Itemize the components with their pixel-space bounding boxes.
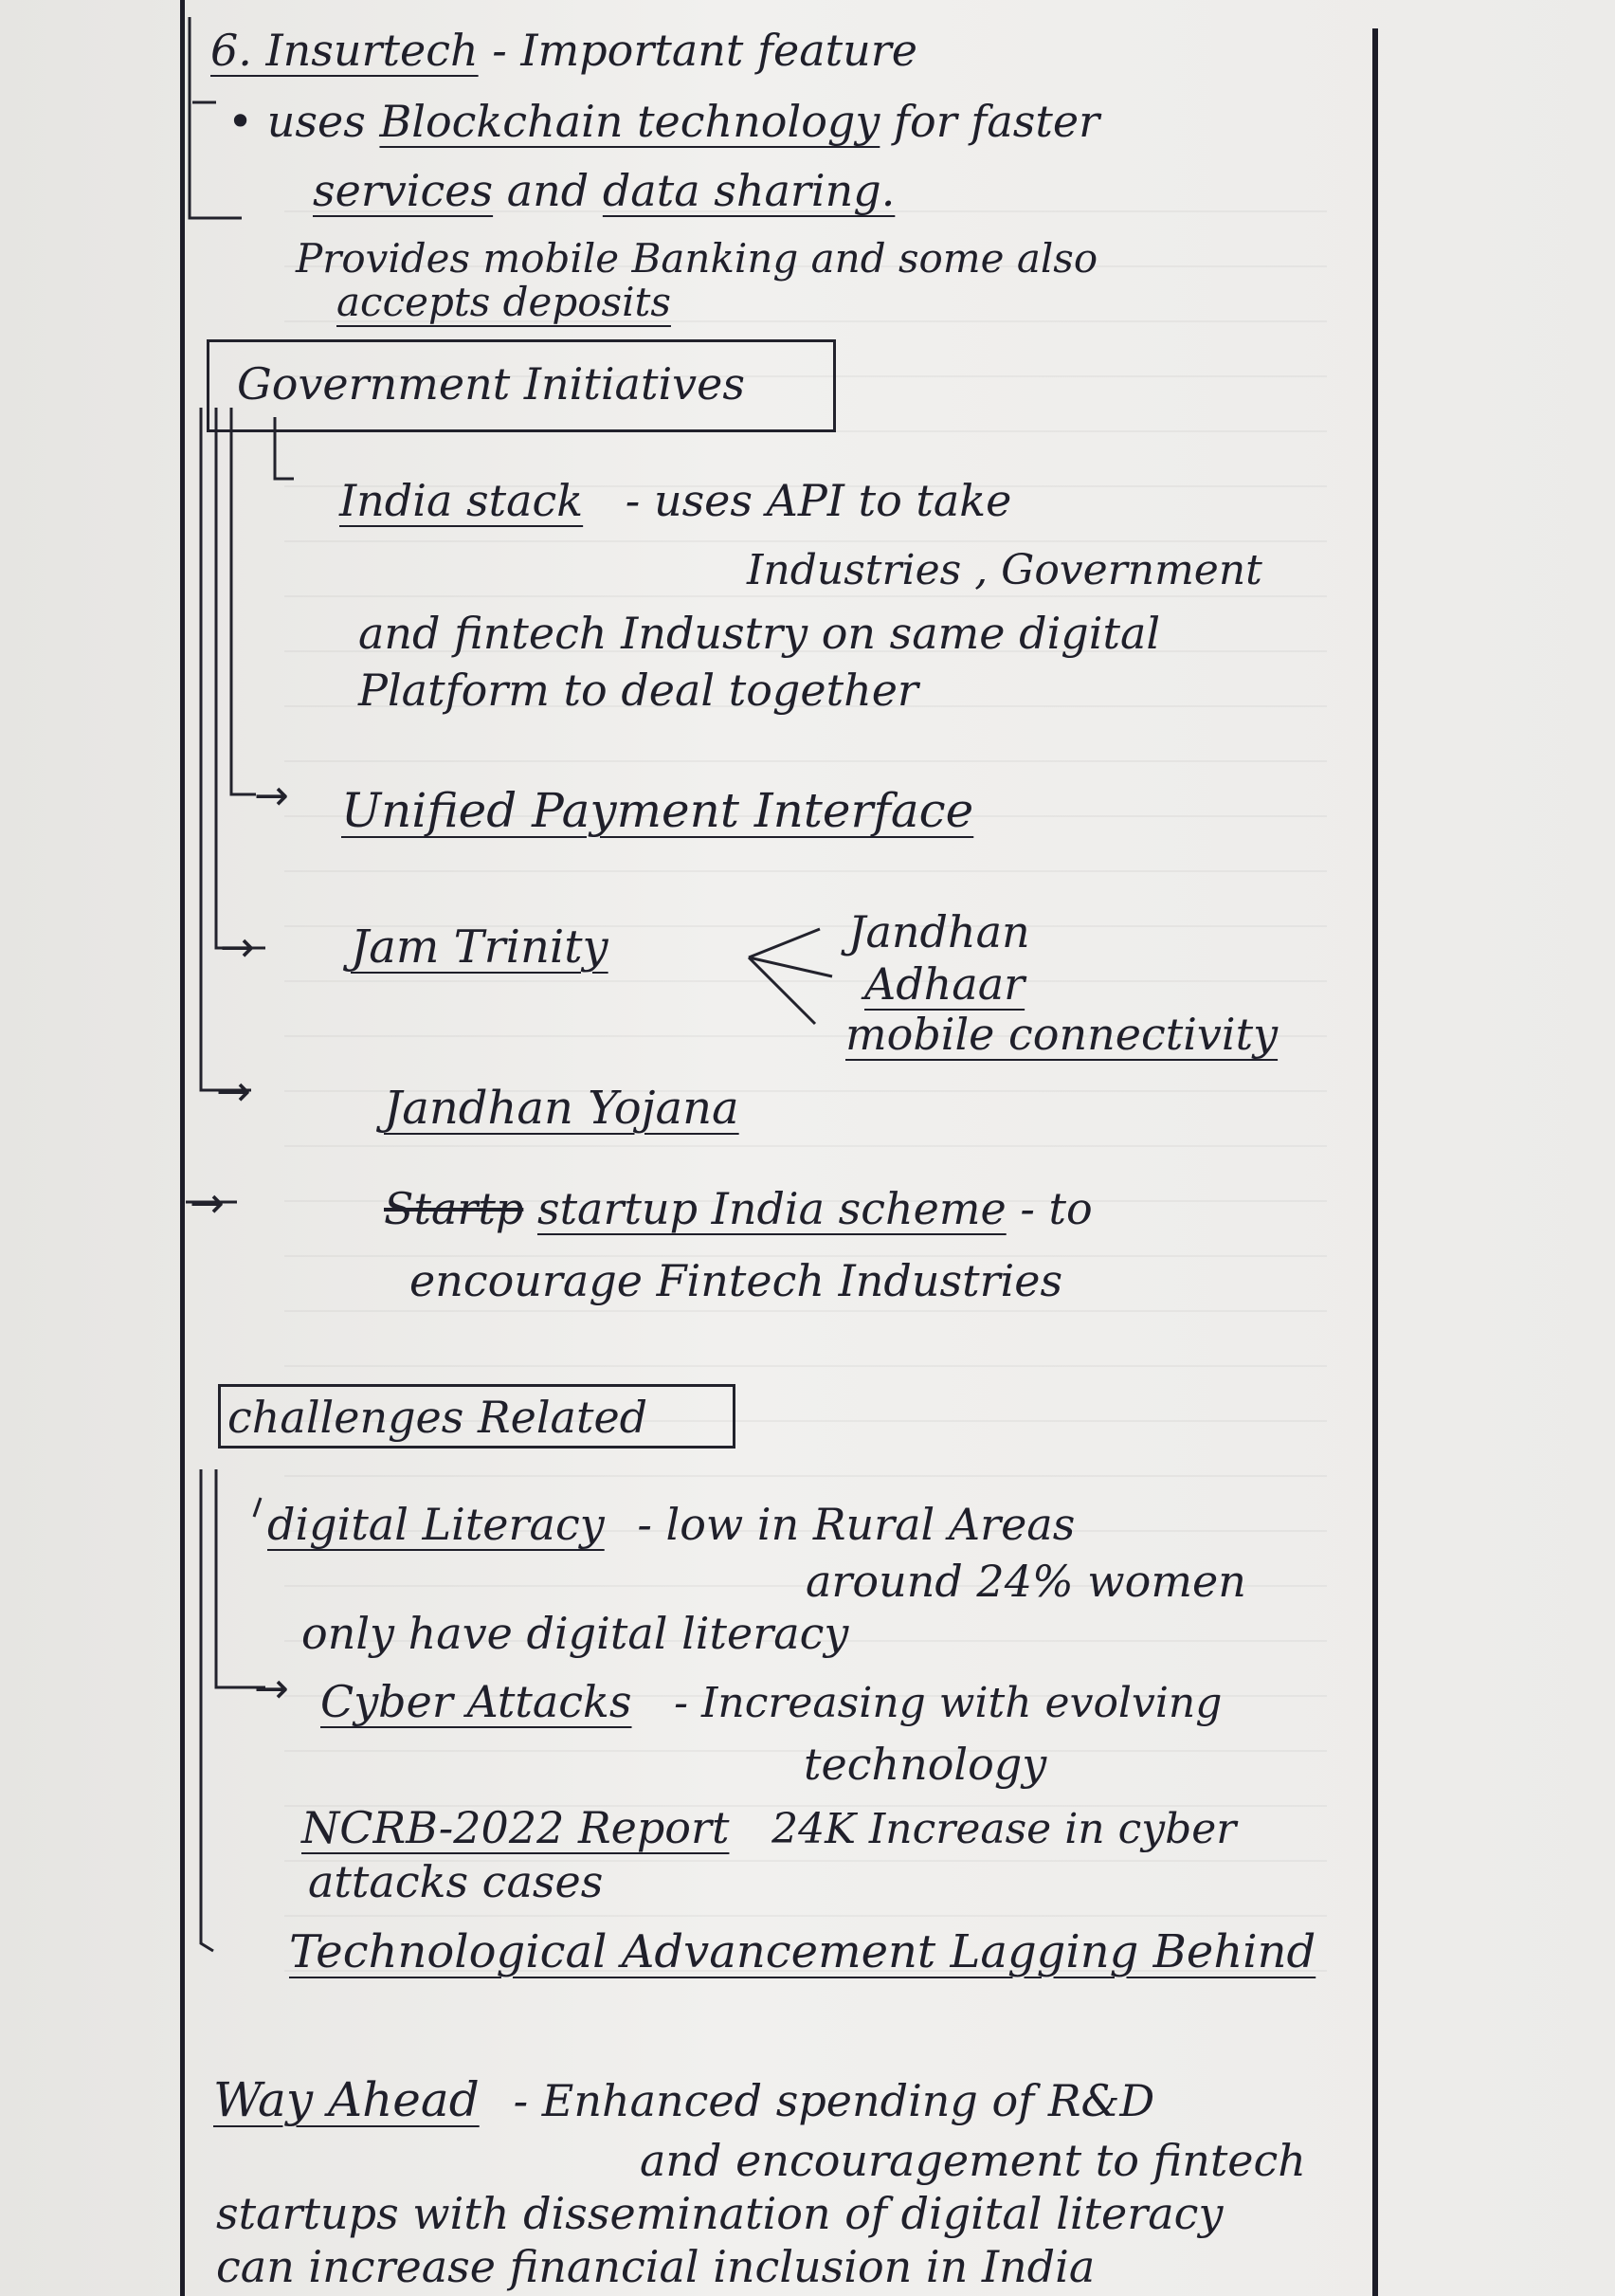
- insurtech-heading: [210, 25, 917, 76]
- cyber-attacks-label: Cyber Attacks: [320, 1676, 632, 1727]
- arrow-right-icon: →: [216, 1067, 251, 1116]
- jam-item-1: Jandhan: [848, 906, 1030, 957]
- arrow-right-icon: →: [254, 772, 289, 820]
- ncrb-label: NCRB-2022 Report: [301, 1802, 730, 1853]
- government-title: Government Initiatives: [237, 358, 745, 410]
- india-stack-desc-3: and fintech Industry on same digital: [358, 608, 1161, 659]
- cyber-attacks-desc-1: - Increasing with evolving: [674, 1679, 1223, 1727]
- startup-row: [384, 1183, 1093, 1234]
- insurtech-point-2-cont: accepts deposits: [336, 279, 671, 325]
- tech-advancement-label: Technological Advancement Lagging Behind: [289, 1925, 1316, 1978]
- cyber-attacks-desc-2: technology: [804, 1739, 1047, 1790]
- way-ahead-line-1: - Enhanced spending of R&D: [513, 2075, 1155, 2126]
- p1d-a: services: [313, 165, 494, 216]
- jam-item-2: Adhaar: [864, 958, 1025, 1010]
- ncrb-desc-2: attacks cases: [308, 1856, 604, 1907]
- india-stack-desc-2: Industries , Government: [747, 546, 1262, 594]
- p1b: Blockchain technology: [379, 96, 880, 147]
- arrow-right-icon: →: [254, 1665, 289, 1713]
- digital-literacy-row: [267, 1499, 1076, 1550]
- india-stack-row: [339, 475, 1012, 526]
- jam-trinity-label: Jam Trinity: [351, 920, 608, 974]
- way-ahead-line-2: and encouragement to fintech: [640, 2135, 1306, 2186]
- way-ahead-title: Way Ahead: [213, 2072, 480, 2127]
- arrow-right-icon: →: [220, 923, 255, 972]
- insurtech-subtitle: - Important feature: [492, 25, 917, 76]
- jam-item-3: mobile connectivity: [845, 1009, 1279, 1060]
- startup-strike: Startp: [384, 1183, 524, 1234]
- insurtech-title: 6. Insurtech: [210, 25, 479, 76]
- p2a: Provides mobile Banking and some also: [296, 235, 1098, 282]
- upi-label: Unified Payment Interface: [341, 783, 974, 838]
- india-stack-desc-4: Platform to deal together: [358, 665, 918, 716]
- startup-desc-1: - to: [1020, 1183, 1093, 1234]
- p1c: for faster: [893, 96, 1100, 147]
- insurtech-point-1: • uses Blockchain technology for faster: [227, 96, 1100, 147]
- p1d-c: data sharing.: [602, 165, 896, 216]
- india-stack-label: India stack: [339, 475, 584, 526]
- way-ahead-row: [213, 2072, 1155, 2127]
- arrow-right-icon: →: [190, 1179, 225, 1228]
- ncrb-row: [301, 1802, 1237, 1853]
- digital-literacy-desc-1: - low in Rural Areas: [637, 1499, 1076, 1550]
- startup-label: startup India scheme: [536, 1183, 1007, 1234]
- digital-literacy-desc-2: around 24% women: [806, 1556, 1246, 1607]
- way-ahead-line-3: startups with dissemination of digital literacy: [216, 2188, 1224, 2239]
- p1d-b: and: [506, 165, 590, 216]
- digital-literacy-desc-3: only have digital literacy: [301, 1608, 849, 1659]
- insurtech-point-1-cont: [313, 165, 896, 216]
- ncrb-desc: 24K Increase in cyber: [771, 1805, 1237, 1853]
- jandhan-yojana-label: Jandhan Yojana: [384, 1082, 739, 1135]
- challenges-title: challenges Related: [227, 1392, 648, 1443]
- way-ahead-line-4: can increase financial inclusion in India: [216, 2241, 1096, 2292]
- digital-literacy-label: digital Literacy: [267, 1499, 605, 1550]
- startup-desc-2: encourage Fintech Industries: [409, 1255, 1063, 1306]
- insurtech-point-2: [296, 235, 1098, 282]
- p1a: uses: [266, 96, 366, 147]
- cyber-attacks-row: [320, 1676, 1223, 1727]
- india-stack-desc-1: - uses API to take: [625, 475, 1012, 526]
